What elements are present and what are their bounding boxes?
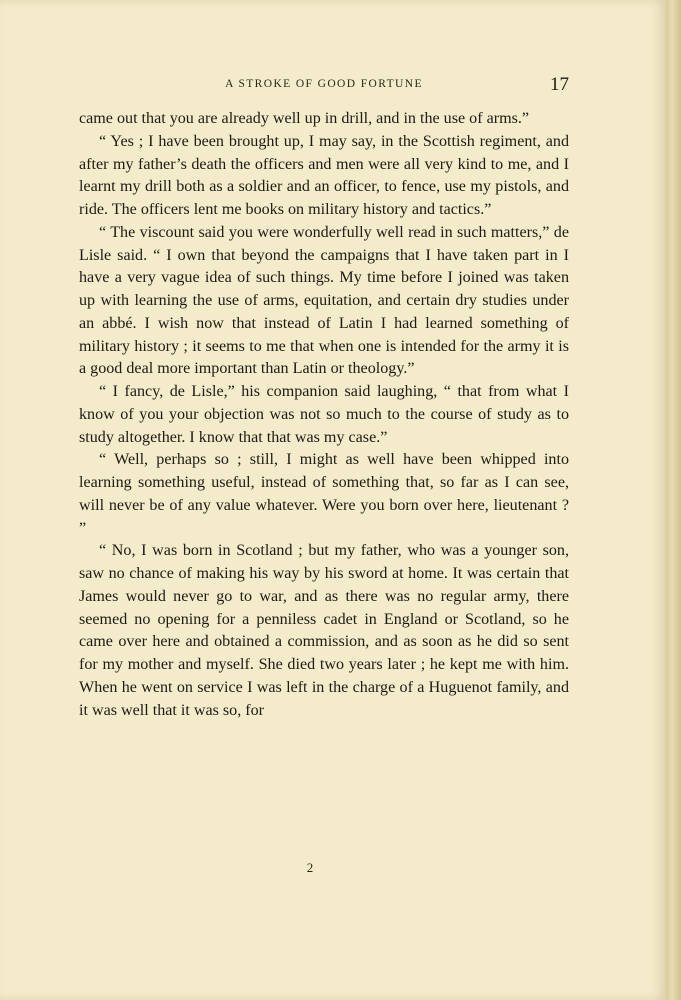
running-title: A STROKE OF GOOD FORTUNE	[225, 78, 423, 90]
signature-mark: 2	[306, 860, 314, 875]
running-head	[79, 74, 569, 96]
page-edge	[666, 0, 681, 1000]
paragraph-3: “ The viscount said you were wonderfully well read in such matters,” de Lisle said. “ I own that beyond the campaigns that I have taken part in I have a very vague idea of such things. My time before I joined was taken up with learning the use of arms, equitation, and certain dry studies under an abbé. I wish now that instead of Latin I had learned something of military history ; it seems to me that when one is intended for the army it is a good deal more important than Latin or theology.”	[79, 223, 569, 378]
paragraph-4: “ I fancy, de Lisle,” his companion said laughing, “ that from what I know of you your objection was not so much to the course of study as to study altogether. I know that that was my case.”	[79, 383, 569, 446]
body-text	[79, 108, 569, 722]
paragraph-6: “ No, I was born in Scotland ; but my father, who was a younger son, saw no chance of making his way by his sword at home. It was certain that James would never go to war, and as there was no regular army, there seemed no opening for a penniless cadet in England or Scotland, so he came over here and obtained a commission, and as soon as he did so sent for my mother and myself. She died two years later ; he kept me with him. When he went on service I was left in the charge of a Huguenot family, and it was well that it was so, for	[79, 542, 569, 719]
paragraph-2: “ Yes ; I have been brought up, I may say, in the Scottish regiment, and after my father’s death the officers and men were all very kind to me, and I learnt my drill both as a soldier and an officer, to fence, use my pistols, and ride. The officers lent me books on military history and tactics.”	[79, 132, 569, 218]
paragraph-5: “ Well, perhaps so ; still, I might as well have been whipped into learning something useful, instead of something that, so far as I can see, will never be of any value whatever. Were you born over here, lieutenant ? ”	[79, 451, 569, 537]
page-number: 17	[550, 74, 569, 95]
paragraph-1: came out that you are already well up in drill, and in the use of arms.”	[79, 110, 530, 127]
